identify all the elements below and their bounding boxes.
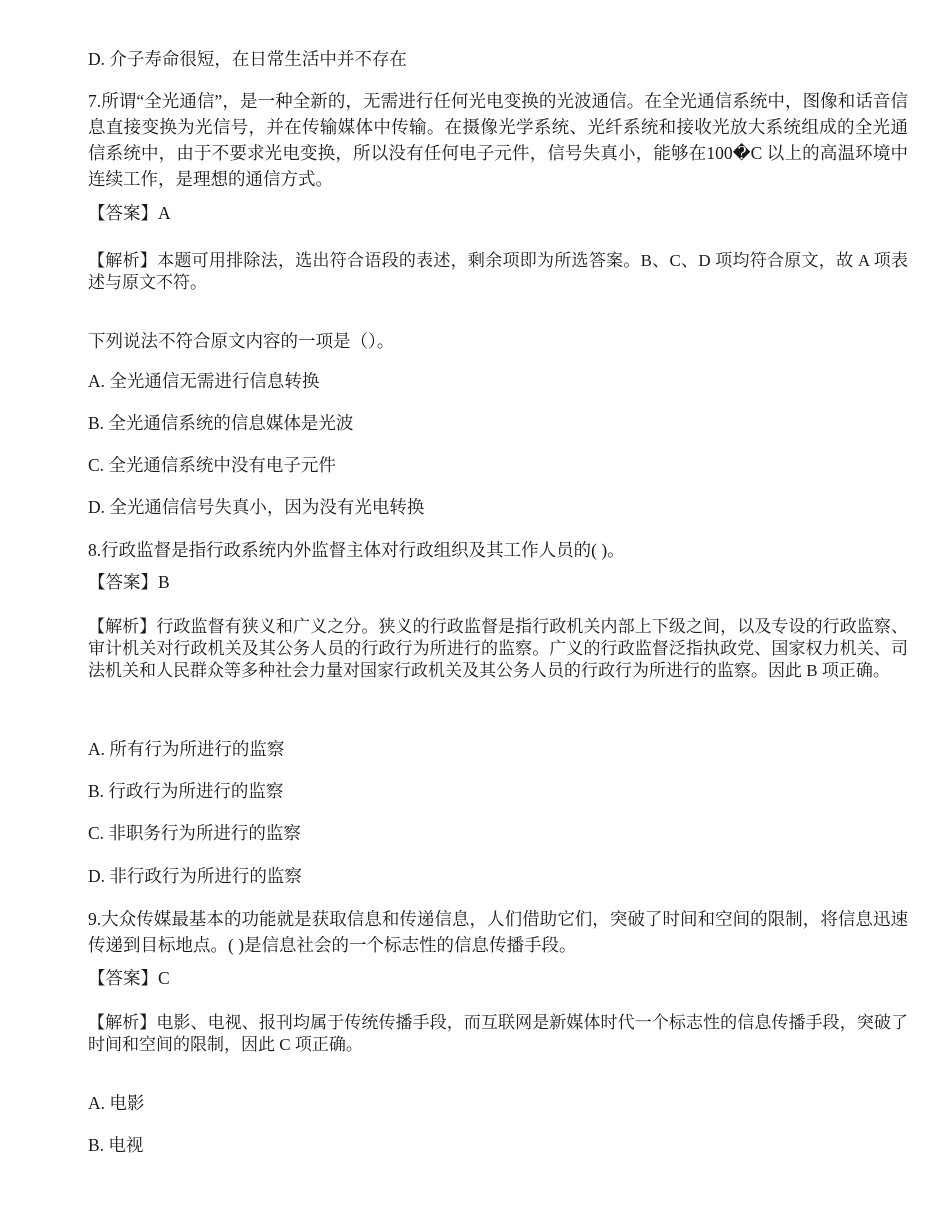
- question-8-stem: 8.行政监督是指行政系统内外监督主体对行政组织及其工作人员的( )。: [88, 540, 625, 560]
- question-7-answer: 【答案】A: [88, 203, 171, 223]
- question-8-option-c: C. 非职务行为所进行的监察: [88, 823, 301, 843]
- question-8-option-b: B. 行政行为所进行的监察: [88, 781, 284, 801]
- question-7-explanation: 【解析】本题可用排除法，选出符合语段的表述，剩余项即为所选答案。B、C、D 项均符合原文，故 A 项表述与原文不符。: [88, 251, 908, 292]
- question-9-option-b: B. 电视: [88, 1135, 144, 1155]
- question-8-answer: 【答案】B: [88, 572, 170, 592]
- question-7-option-c: C. 全光通信系统中没有电子元件: [88, 455, 336, 475]
- question-7-option-d: D. 全光通信信号失真小，因为没有光电转换: [88, 497, 425, 517]
- question-7-option-b: B. 全光通信系统的信息媒体是光波: [88, 413, 354, 433]
- question-9-option-a: A. 电影: [88, 1093, 145, 1113]
- question-7-option-a: A. 全光通信无需进行信息转换: [88, 371, 320, 391]
- question-8-explanation: 【解析】行政监督有狭义和广义之分。狭义的行政监督是指行政机关内部上下级之间，以及专设的行政监察、审计机关对行政机关及其公务人员的行政行为所进行的监察。广义的行政监督泛指执政党、国家权力机关、司法机关和人民群众等多种社会力量对国家行政机关及其公务人员的行政行为所进行的监察。因此 B 项正确。: [88, 617, 908, 680]
- question-9-answer: 【答案】C: [88, 968, 170, 988]
- previous-question-option-d: D. 介子寿命很短，在日常生活中并不存在: [88, 49, 407, 69]
- question-9-explanation: 【解析】电影、电视、报刊均属于传统传播手段，而互联网是新媒体时代一个标志性的信息传播手段，突破了时间和空间的限制，因此 C 项正确。: [88, 1013, 908, 1054]
- question-7-stem: 7.所谓“全光通信”，是一种全新的，无需进行任何光电变换的光波通信。在全光通信系统中，图像和话音信息直接变换为光信号，并在传输媒体中传输。在摄像光学系统、光纤系统和接收光放大系统组成的全光通信系统中，由于不要求光电变换，所以没有任何电子元件，信号失真小，能够在100�C 以上的高温环境中连续工作，是理想的通信方式。: [88, 91, 908, 189]
- question-7-prompt: 下列说法不符合原文内容的一项是（）。: [88, 331, 395, 351]
- question-8-option-a: A. 所有行为所进行的监察: [88, 739, 285, 759]
- question-9-stem: 9.大众传媒最基本的功能就是获取信息和传递信息，人们借助它们，突破了时间和空间的限制，将信息迅速传递到目标地点。( )是信息社会的一个标志性的信息传播手段。: [88, 909, 908, 955]
- question-8-option-d: D. 非行政行为所进行的监察: [88, 866, 302, 886]
